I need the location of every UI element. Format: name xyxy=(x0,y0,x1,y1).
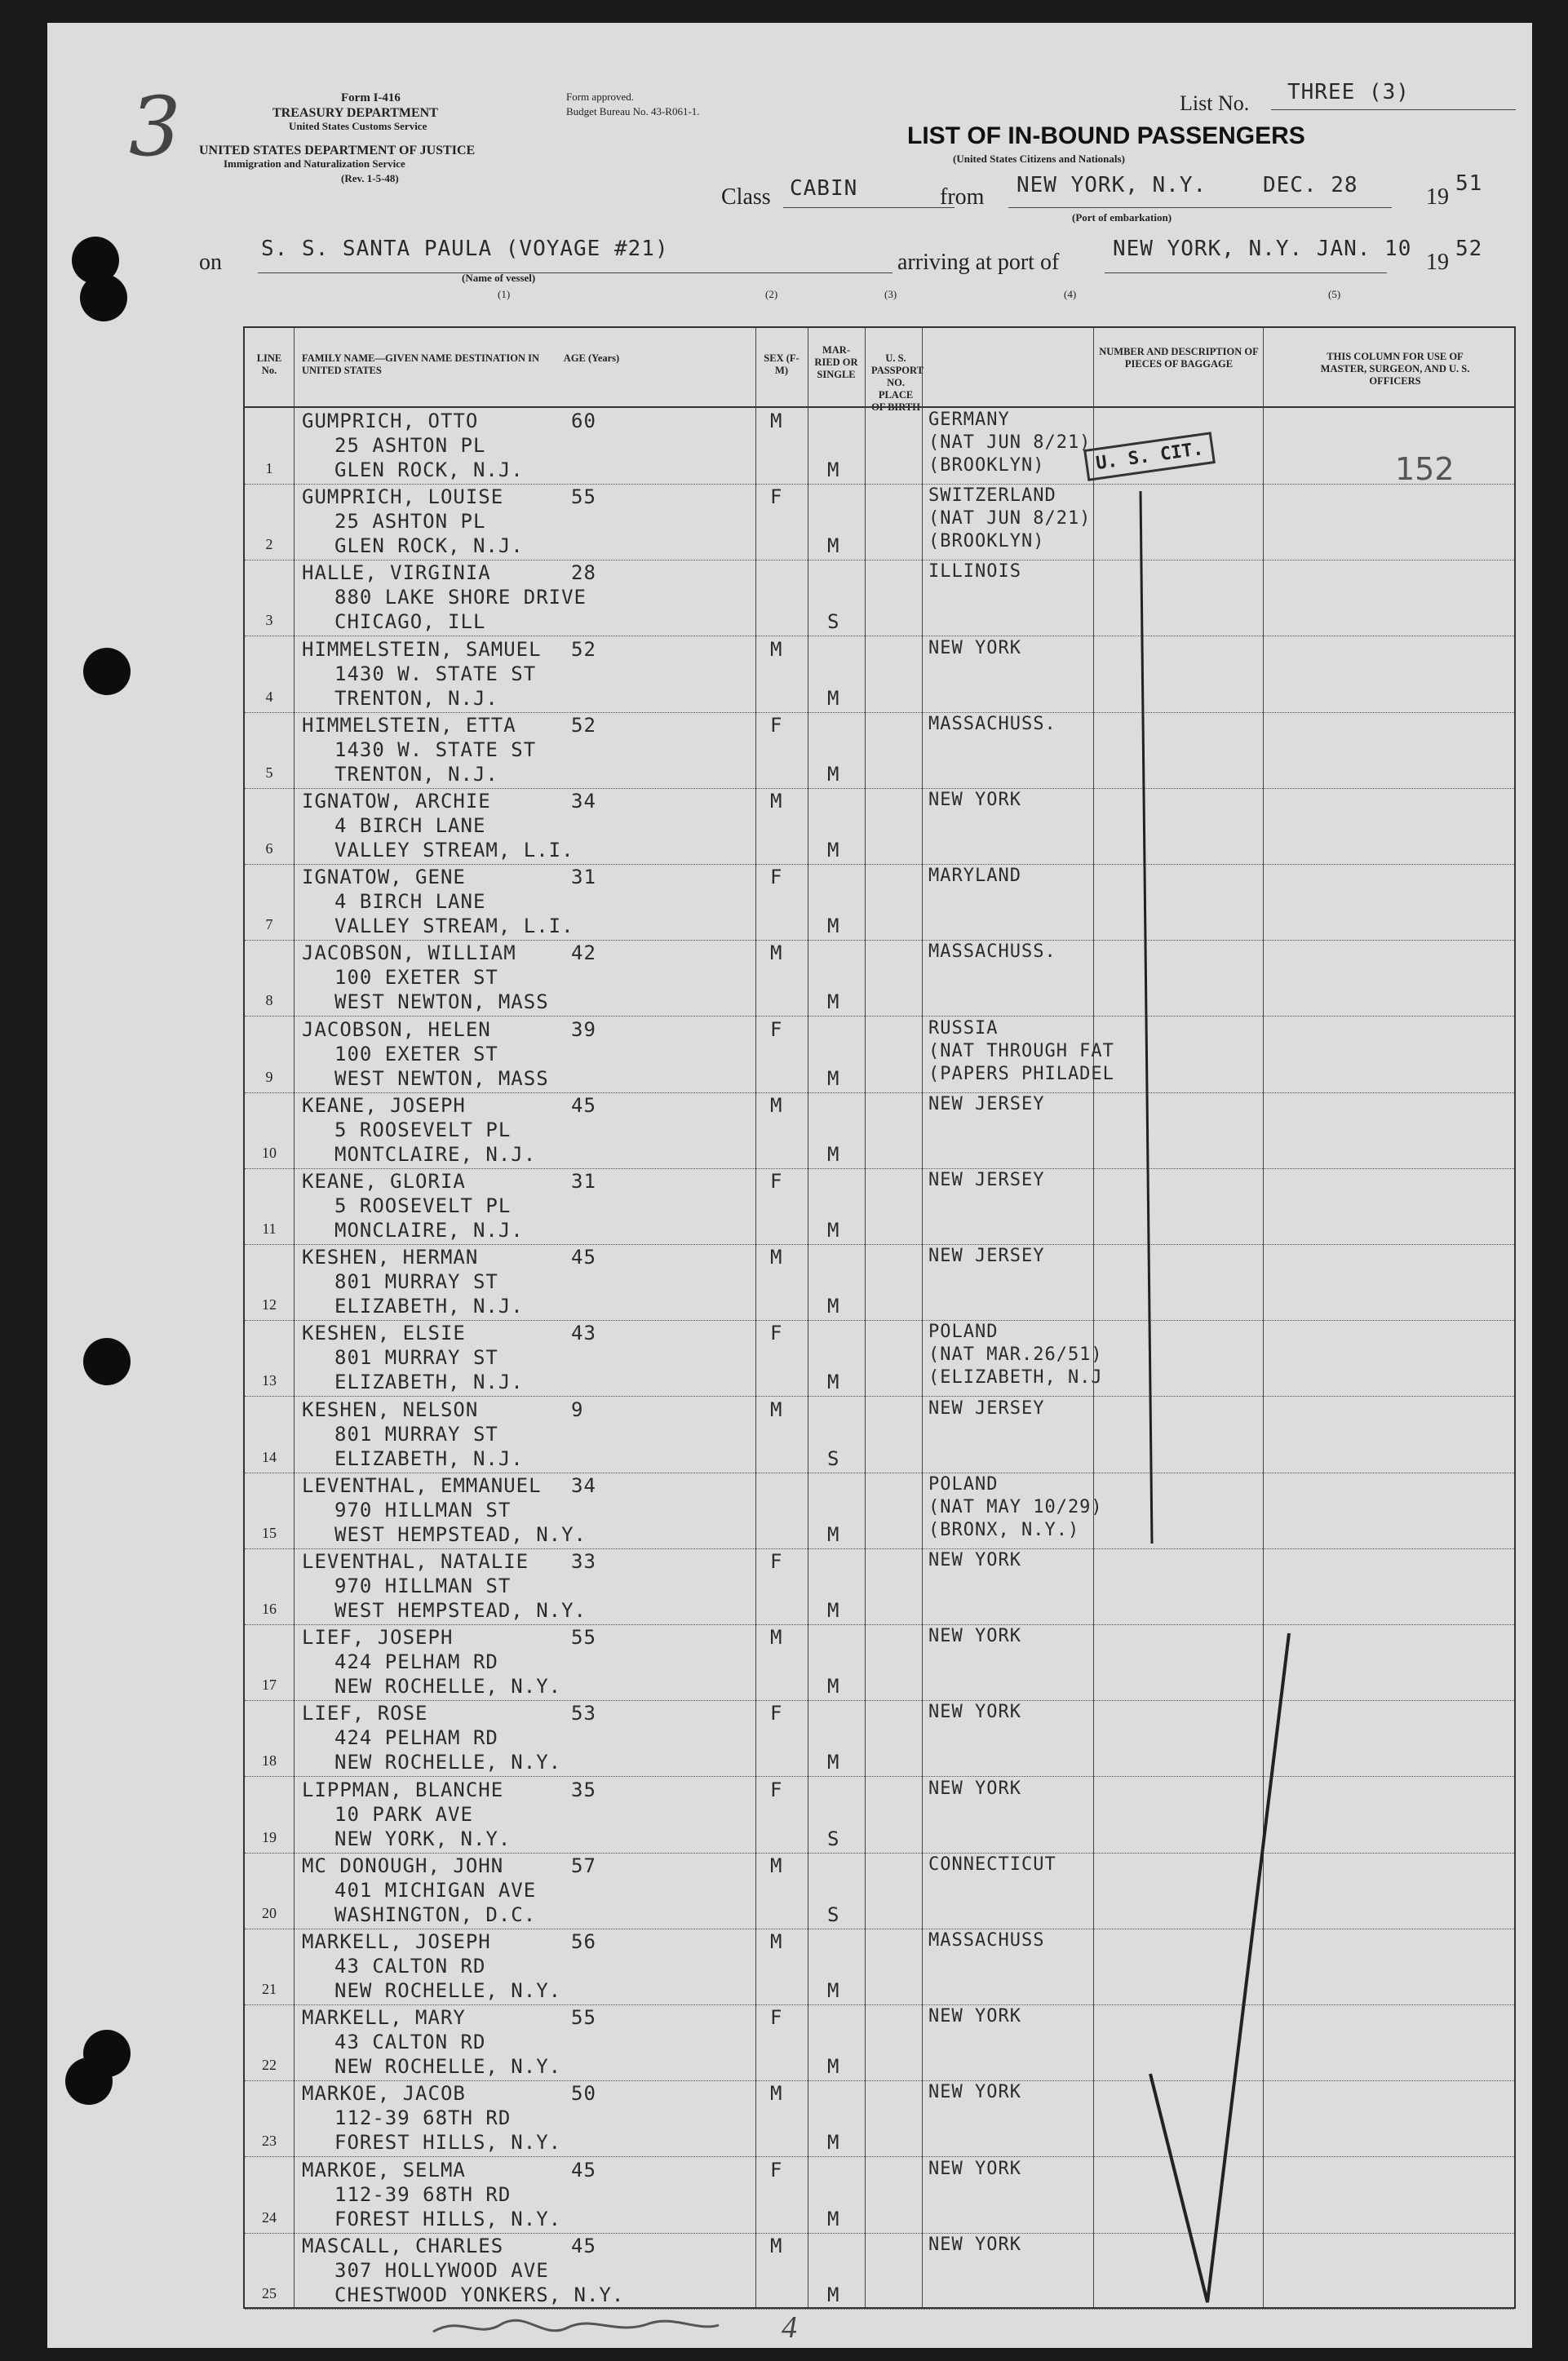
address-line-2: NEW ROCHELLE, N.Y. xyxy=(334,2055,562,2079)
line-number: 17 xyxy=(262,1677,277,1694)
arrival-rule xyxy=(1105,272,1387,273)
col-header-married: MAR-RIED OR SINGLE xyxy=(814,344,858,380)
address-line-2: CHESTWOOD YONKERS, N.Y. xyxy=(334,2283,625,2306)
line-number: 4 xyxy=(265,688,273,705)
sex: F xyxy=(770,1778,783,1801)
age: 57 xyxy=(571,1854,596,1877)
line-number: 8 xyxy=(265,992,273,1009)
address-line-2: TRENTON, N.J. xyxy=(334,686,498,710)
sex: M xyxy=(770,410,783,432)
age: 33 xyxy=(571,1550,596,1573)
col-header-baggage: NUMBER AND DESCRIPTION OF PIECES OF BAGGAGE xyxy=(1099,346,1259,370)
passenger-name: LEVENTHAL, EMMANUEL xyxy=(302,1473,542,1497)
naturalization-note: (NAT JUN 8/21) xyxy=(928,432,1092,453)
class-value: CABIN xyxy=(790,176,858,201)
address-line-1: 424 PELHAM RD xyxy=(334,1650,498,1674)
sex: F xyxy=(770,2006,783,2030)
col-header-age: AGE (Years) xyxy=(563,352,620,364)
marital-status: M xyxy=(827,1979,840,2002)
age: 55 xyxy=(571,485,596,509)
footer-number: 4 xyxy=(782,2310,797,2345)
birthplace: NEW YORK xyxy=(928,790,1021,810)
line-number: 1 xyxy=(265,460,273,476)
birthplace: NEW JERSEY xyxy=(928,1246,1045,1267)
line-number: 5 xyxy=(265,764,273,781)
naturalization-place: (BROOKLYN) xyxy=(928,455,1045,476)
address-line-1: 801 MURRAY ST xyxy=(334,1346,498,1370)
line-number: 20 xyxy=(262,1904,277,1921)
passenger-name: LEVENTHAL, NATALIE xyxy=(302,1550,529,1573)
line-number: 15 xyxy=(262,1524,277,1541)
sex: M xyxy=(770,790,783,813)
birthplace: NEW YORK xyxy=(928,2082,1021,2103)
marital-status: M xyxy=(827,534,840,558)
line-number: 21 xyxy=(262,1981,277,1997)
address-line-1: 25 ASHTON PL xyxy=(334,434,486,457)
table-row xyxy=(245,1473,1514,1549)
marital-status: M xyxy=(827,458,840,481)
sex: M xyxy=(770,1246,783,1269)
age: 45 xyxy=(571,1093,596,1117)
passenger-name: GUMPRICH, OTTO xyxy=(302,410,479,432)
birthplace: NEW JERSEY xyxy=(928,1398,1045,1419)
address-line-2: MONTCLAIRE, N.J. xyxy=(334,1142,537,1166)
vessel-name: S. S. SANTA PAULA (VOYAGE #21) xyxy=(261,237,669,261)
passenger-name: GUMPRICH, LOUISE xyxy=(302,485,504,509)
customs-service: United States Customs Service xyxy=(289,120,427,132)
age: 45 xyxy=(571,1246,596,1269)
marital-status: M xyxy=(827,2131,840,2155)
passenger-name: LIEF, ROSE xyxy=(302,1702,428,1725)
address-line-1: 43 CALTON RD xyxy=(334,1955,486,1978)
address-line-1: 4 BIRCH LANE xyxy=(334,814,486,837)
sex: M xyxy=(770,1093,783,1117)
sex: M xyxy=(770,1854,783,1877)
address-line-1: 970 HILLMAN ST xyxy=(334,1575,512,1597)
line-number: 7 xyxy=(265,916,273,933)
budget-bureau: Budget Bureau No. 43-R061-1. xyxy=(566,105,700,117)
line-number: 23 xyxy=(262,2133,277,2150)
sex: M xyxy=(770,2234,783,2257)
birthplace: NEW YORK xyxy=(928,1702,1021,1723)
age: 43 xyxy=(571,1322,596,1345)
passenger-name: KESHEN, NELSON xyxy=(302,1398,479,1421)
passenger-name: MARKELL, JOSEPH xyxy=(302,1930,491,1953)
passenger-name: HALLE, VIRGINIA xyxy=(302,561,491,585)
line-number: 13 xyxy=(262,1372,277,1389)
marital-status: M xyxy=(827,990,840,1014)
table-row xyxy=(245,1168,1514,1245)
marital-status: S xyxy=(827,1446,840,1470)
table-row xyxy=(245,1624,1514,1701)
port-embark-note: (Port of embarkation) xyxy=(1072,211,1172,224)
col-header-line: LINE No. xyxy=(256,352,282,376)
arrival-year-prefix: 19 xyxy=(1426,250,1449,275)
address-line-1: 10 PARK AVE xyxy=(334,1802,473,1826)
line-number: 14 xyxy=(262,1448,277,1465)
marital-status: M xyxy=(827,1675,840,1699)
line-number: 6 xyxy=(265,840,273,857)
table-row xyxy=(245,940,1514,1017)
naturalization-place: (PAPERS PHILADEL xyxy=(928,1063,1114,1084)
departure-date: DEC. 28 xyxy=(1263,173,1358,197)
age: 45 xyxy=(571,2158,596,2182)
vessel-note: (Name of vessel) xyxy=(462,272,536,284)
birthplace: NEW YORK xyxy=(928,2006,1021,2027)
document-title: LIST OF IN-BOUND PASSENGERS xyxy=(907,122,1305,149)
address-line-1: 25 ASHTON PL xyxy=(334,510,486,534)
birthplace: MASSACHUSS. xyxy=(928,713,1056,734)
check-mark-icon xyxy=(1126,1617,1297,2319)
address-line-2: NEW ROCHELLE, N.Y. xyxy=(334,1979,562,2002)
punch-hole xyxy=(65,2058,113,2105)
table-row xyxy=(245,1092,1514,1169)
address-line-2: FOREST HILLS, N.Y. xyxy=(334,2207,562,2230)
address-line-1: 801 MURRAY ST xyxy=(334,1422,498,1446)
arrival-year: 52 xyxy=(1455,237,1483,261)
marital-status: M xyxy=(827,1066,840,1090)
marital-status: M xyxy=(827,1219,840,1242)
age: 55 xyxy=(571,2006,596,2030)
age: 42 xyxy=(571,941,596,965)
address-line-1: 801 MURRAY ST xyxy=(334,1270,498,1294)
passenger-name: MARKOE, JACOB xyxy=(302,2082,466,2106)
sex: F xyxy=(770,1017,783,1041)
birthplace: NEW YORK xyxy=(928,1550,1021,1570)
marital-status: M xyxy=(827,1751,840,1774)
birthplace: GERMANY xyxy=(928,410,1010,430)
birthplace: ILLINOIS xyxy=(928,561,1021,582)
age: 45 xyxy=(571,2234,596,2257)
passenger-name: HIMMELSTEIN, ETTA xyxy=(302,713,516,737)
marital-status: S xyxy=(827,1903,840,1926)
birthplace: NEW JERSEY xyxy=(928,1093,1045,1114)
sex: F xyxy=(770,1702,783,1725)
sex: F xyxy=(770,1170,783,1193)
column-number-1: (1) xyxy=(498,288,511,300)
address-line-2: NEW ROCHELLE, N.Y. xyxy=(334,1751,562,1774)
sex: M xyxy=(770,1626,783,1650)
sex: M xyxy=(770,637,783,661)
line-number: 10 xyxy=(262,1144,277,1161)
address-line-2: ELIZABETH, N.J. xyxy=(334,1295,524,1318)
birthplace: NEW JERSEY xyxy=(928,1170,1045,1190)
passenger-table xyxy=(243,326,1516,2309)
passenger-name: JACOBSON, WILLIAM xyxy=(302,941,516,965)
punch-hole xyxy=(83,648,131,695)
table-row xyxy=(245,1853,1514,1929)
sex: M xyxy=(770,2082,783,2106)
address-line-1: 112-39 68TH RD xyxy=(334,2182,512,2206)
line-number: 12 xyxy=(262,1296,277,1313)
address-line-1: 1430 W. STATE ST xyxy=(334,662,537,685)
table-row xyxy=(245,1017,1514,1093)
birthplace: NEW YORK xyxy=(928,1778,1021,1799)
age: 55 xyxy=(571,1626,596,1650)
form-approved: Form approved. xyxy=(566,91,635,103)
line-number: 25 xyxy=(262,2284,277,2301)
sex: F xyxy=(770,1322,783,1345)
address-line-1: 307 HOLLYWOOD AVE xyxy=(334,2258,549,2282)
address-line-2: GLEN ROCK, N.J. xyxy=(334,458,524,481)
line-number: 11 xyxy=(262,1220,277,1237)
address-line-2: GLEN ROCK, N.J. xyxy=(334,534,524,558)
column-number-3: (3) xyxy=(884,288,897,300)
sex: M xyxy=(770,1398,783,1421)
table-row xyxy=(245,2080,1514,2157)
table-row xyxy=(245,712,1514,789)
marital-status: M xyxy=(827,1295,840,1318)
line-number: 19 xyxy=(262,1828,277,1845)
address-line-2: FOREST HILLS, N.Y. xyxy=(334,2131,562,2155)
age: 34 xyxy=(571,1473,596,1497)
sex: F xyxy=(770,485,783,509)
age: 35 xyxy=(571,1778,596,1801)
table-row xyxy=(245,1244,1514,1321)
vessel-rule xyxy=(258,272,893,273)
birthplace: NEW YORK xyxy=(928,2158,1021,2179)
address-line-1: 100 EXETER ST xyxy=(334,966,498,990)
punch-hole xyxy=(83,1338,131,1385)
table-row xyxy=(245,2004,1514,2081)
age: 52 xyxy=(571,713,596,737)
list-no-label: List No. xyxy=(1180,91,1250,115)
birthplace: NEW YORK xyxy=(928,1626,1021,1647)
address-line-2: WEST HEMPSTEAD, N.Y. xyxy=(334,1522,587,1546)
col-header-name: FAMILY NAME—GIVEN NAME DESTINATION IN UNITED STATES xyxy=(302,352,539,376)
passenger-name: KESHEN, HERMAN xyxy=(302,1246,479,1269)
birthplace: MASSACHUSS. xyxy=(928,941,1056,963)
arriving-label: arriving at port of xyxy=(897,250,1060,275)
table-row xyxy=(245,2233,1514,2310)
address-line-2: ELIZABETH, N.J. xyxy=(334,1371,524,1394)
marital-status: M xyxy=(827,915,840,938)
sex: M xyxy=(770,1930,783,1953)
address-line-1: 970 HILLMAN ST xyxy=(334,1498,512,1522)
table-row xyxy=(245,864,1514,941)
address-line-2: VALLEY STREAM, L.I. xyxy=(334,915,574,938)
passenger-name: KESHEN, ELSIE xyxy=(302,1322,466,1345)
age: 50 xyxy=(571,2082,596,2106)
birthplace: MASSACHUSS xyxy=(928,1930,1045,1951)
age: 34 xyxy=(571,790,596,813)
naturalization-place: (BRONX, N.Y.) xyxy=(928,1519,1080,1540)
revision-date: (Rev. 1-5-48) xyxy=(341,172,399,184)
passenger-count: 152 xyxy=(1395,451,1455,487)
sex: F xyxy=(770,2158,783,2182)
line-number: 9 xyxy=(265,1068,273,1085)
manifest-page xyxy=(47,23,1532,2348)
passenger-name: LIPPMAN, BLANCHE xyxy=(302,1778,504,1801)
line-number: 24 xyxy=(262,2208,277,2226)
address-line-1: 880 LAKE SHORE DRIVE xyxy=(334,586,587,609)
table-row xyxy=(245,408,1514,485)
address-line-2: NEW YORK, N.Y. xyxy=(334,1827,512,1850)
marital-status: S xyxy=(827,1827,840,1850)
vertical-pen-line xyxy=(1134,491,1158,1552)
marital-status: S xyxy=(827,610,840,634)
marital-status: M xyxy=(827,2207,840,2230)
citizen-stamp: U. S. CIT. xyxy=(1083,432,1216,481)
list-no-rule xyxy=(1271,109,1516,110)
address-line-2: TRENTON, N.J. xyxy=(334,762,498,786)
passenger-name: MARKOE, SELMA xyxy=(302,2158,466,2182)
marital-status: M xyxy=(827,1142,840,1166)
signature xyxy=(429,2307,723,2348)
passenger-name: MASCALL, CHARLES xyxy=(302,2234,504,2257)
age: 53 xyxy=(571,1702,596,1725)
table-row xyxy=(245,1929,1514,2005)
passenger-name: JACOBSON, HELEN xyxy=(302,1017,491,1041)
table-row xyxy=(245,1548,1514,1625)
birthplace: RUSSIA xyxy=(928,1017,999,1039)
sex: M xyxy=(770,941,783,965)
marital-status: M xyxy=(827,1371,840,1394)
address-line-2: CHICAGO, ILL xyxy=(334,610,486,634)
class-rule xyxy=(783,207,955,208)
column-number-2: (2) xyxy=(765,288,778,300)
age: 28 xyxy=(571,561,596,585)
birthplace: NEW YORK xyxy=(928,2234,1021,2255)
form-number: Form I-416 xyxy=(341,91,401,104)
handwritten-corner-number: 3 xyxy=(129,79,181,175)
table-row xyxy=(245,1700,1514,1777)
marital-status: M xyxy=(827,686,840,710)
column-number-4: (4) xyxy=(1064,288,1077,300)
table-row xyxy=(245,1777,1514,1854)
table-row xyxy=(245,636,1514,713)
passenger-name: IGNATOW, GENE xyxy=(302,866,466,889)
address-line-1: 43 CALTON RD xyxy=(334,2031,486,2054)
table-row xyxy=(245,2157,1514,2234)
passenger-name: HIMMELSTEIN, SAMUEL xyxy=(302,637,542,661)
address-line-1: 5 ROOSEVELT PL xyxy=(334,1118,512,1141)
address-line-1: 401 MICHIGAN AVE xyxy=(334,1878,537,1902)
birthplace: CONNECTICUT xyxy=(928,1854,1056,1875)
column-number-5: (5) xyxy=(1328,288,1341,300)
age: 9 xyxy=(571,1398,584,1421)
departure-year: 51 xyxy=(1455,171,1483,196)
passenger-name: MC DONOUGH, JOHN xyxy=(302,1854,504,1877)
birthplace: NEW YORK xyxy=(928,637,1021,658)
from-label: from xyxy=(940,184,985,210)
passenger-name: KEANE, JOSEPH xyxy=(302,1093,466,1117)
address-line-1: 5 ROOSEVELT PL xyxy=(334,1194,512,1217)
marital-status: M xyxy=(827,2055,840,2079)
table-row xyxy=(245,1320,1514,1397)
col-header-passport: U. S. PASSPORT NO. PLACE OF BIRTH xyxy=(871,352,924,413)
address-line-2: NEW ROCHELLE, N.Y. xyxy=(334,1675,562,1699)
list-no-value: THREE (3) xyxy=(1287,80,1410,104)
from-rule xyxy=(1008,207,1392,208)
age: 39 xyxy=(571,1017,596,1041)
table-row xyxy=(245,560,1514,636)
treasury-department: TREASURY DEPARTMENT xyxy=(272,106,438,120)
address-line-2: ELIZABETH, N.J. xyxy=(334,1446,524,1470)
marital-status: M xyxy=(827,839,840,862)
naturalization-place: (BROOKLYN) xyxy=(928,531,1045,552)
marital-status: M xyxy=(827,762,840,786)
naturalization-place: (ELIZABETH, N.J xyxy=(928,1367,1103,1389)
arrival-port: NEW YORK, N.Y. JAN. 10 xyxy=(1113,237,1412,261)
sex: F xyxy=(770,713,783,737)
address-line-1: 100 EXETER ST xyxy=(334,1042,498,1065)
line-number: 2 xyxy=(265,536,273,553)
from-value: NEW YORK, N.Y. xyxy=(1017,173,1207,197)
sex: F xyxy=(770,1550,783,1573)
age: 31 xyxy=(571,866,596,889)
address-line-1: 4 BIRCH LANE xyxy=(334,890,486,914)
marital-status: M xyxy=(827,1522,840,1546)
punch-hole xyxy=(80,274,127,321)
line-number: 18 xyxy=(262,1752,277,1770)
address-line-2: WEST NEWTON, MASS xyxy=(334,990,549,1014)
table-row xyxy=(245,1397,1514,1473)
justice-department: UNITED STATES DEPARTMENT OF JUSTICE xyxy=(199,144,476,157)
address-line-2: VALLEY STREAM, L.I. xyxy=(334,839,574,862)
marital-status: M xyxy=(827,1599,840,1622)
birthplace: POLAND xyxy=(928,1473,999,1495)
birthplace: POLAND xyxy=(928,1322,999,1343)
naturalization-note: (NAT MAY 10/29) xyxy=(928,1496,1103,1517)
address-line-1: 1430 W. STATE ST xyxy=(334,738,537,761)
birthplace: MARYLAND xyxy=(928,866,1021,887)
marital-status: M xyxy=(827,2283,840,2306)
passenger-name: IGNATOW, ARCHIE xyxy=(302,790,491,813)
class-label: Class xyxy=(721,184,771,210)
naturalization-note: (NAT MAR.26/51) xyxy=(928,1344,1103,1366)
address-line-2: WEST HEMPSTEAD, N.Y. xyxy=(334,1599,587,1622)
col-header-officers: THIS COLUMN FOR USE OF MASTER, SURGEON, AND U. S. OFFICERS xyxy=(1320,351,1470,387)
address-line-1: 112-39 68TH RD xyxy=(334,2106,512,2130)
passenger-name: MARKELL, MARY xyxy=(302,2006,466,2030)
on-label: on xyxy=(199,250,222,275)
departure-year-prefix: 19 xyxy=(1426,184,1449,210)
col-header-sex: SEX (F-M) xyxy=(764,352,800,376)
immigration-service: Immigration and Naturalization Service xyxy=(224,157,405,170)
naturalization-note: (NAT THROUGH FAT xyxy=(928,1040,1114,1061)
age: 56 xyxy=(571,1930,596,1953)
birthplace: SWITZERLAND xyxy=(928,485,1056,507)
line-number: 16 xyxy=(262,1601,277,1617)
age: 52 xyxy=(571,637,596,661)
line-number: 3 xyxy=(265,612,273,629)
passenger-name: LIEF, JOSEPH xyxy=(302,1626,454,1650)
sex: F xyxy=(770,866,783,889)
line-number: 22 xyxy=(262,2057,277,2074)
address-line-1: 424 PELHAM RD xyxy=(334,1726,498,1750)
document-subtitle: (United States Citizens and Nationals) xyxy=(953,153,1125,165)
address-line-2: MONCLAIRE, N.J. xyxy=(334,1219,524,1242)
table-row xyxy=(245,788,1514,865)
address-line-2: WEST NEWTON, MASS xyxy=(334,1066,549,1090)
age: 60 xyxy=(571,410,596,432)
naturalization-note: (NAT JUN 8/21) xyxy=(928,508,1092,529)
passenger-name: KEANE, GLORIA xyxy=(302,1170,466,1193)
table-row xyxy=(245,484,1514,560)
age: 31 xyxy=(571,1170,596,1193)
address-line-2: WASHINGTON, D.C. xyxy=(334,1903,537,1926)
